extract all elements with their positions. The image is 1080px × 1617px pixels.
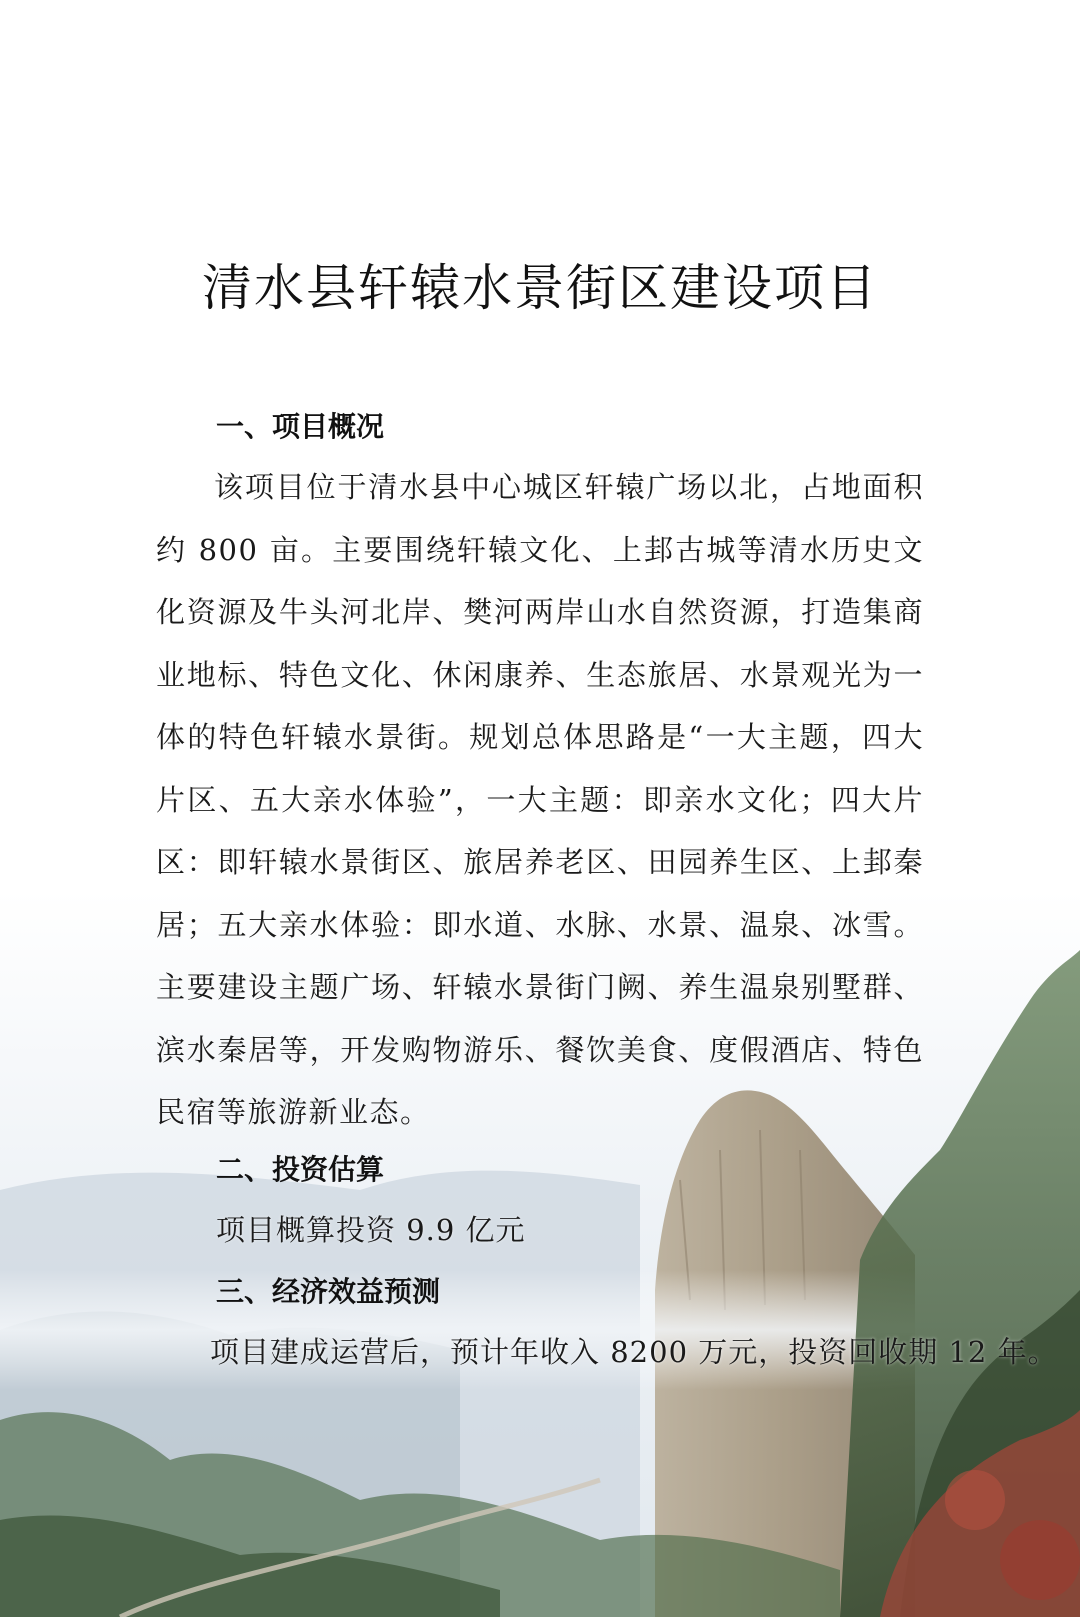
section-text-investment: 项目概算投资 9.9 亿元 (216, 1213, 526, 1247)
section-text-overview: 该项目位于清水县中心城区轩辕广场以北，占地面积约 800 亩。主要围绕轩辕文化、上邽古城等清水历史文化资源及牛头河北岸、樊河两岸山水自然资源，打造集商业地标、特色文化、休闲康养、生态旅居、水景观光为一体的特色轩辕水景街。规划总体思路是“一大主题，四大片区、五大亲水体验”，一大主题：即亲水文化；四大片区：即轩辕水景街区、旅居养老区、田园养生区、上邽秦居；五大亲水体验：即水道、水脉、水景、温泉、冰雪。主要建设主题广场、轩辕水景街门阙、养生温泉别墅群、滨水秦居等，开发购物游乐、餐饮美食、度假酒店、特色民宿等旅游新业态。 (156, 470, 924, 1129)
section-heading-investment: 二、投资估算 (216, 1153, 385, 1186)
section-heading-benefit: 三、经济效益预测 (216, 1275, 441, 1308)
section-heading-overview: 一、项目概况 (216, 410, 385, 443)
section-text-benefit: 项目建成运营后，预计年收入 8200 万元，投资回收期 12 年。 (210, 1335, 1058, 1369)
page-title: 清水县轩辕水景街区建设项目 (202, 259, 878, 317)
